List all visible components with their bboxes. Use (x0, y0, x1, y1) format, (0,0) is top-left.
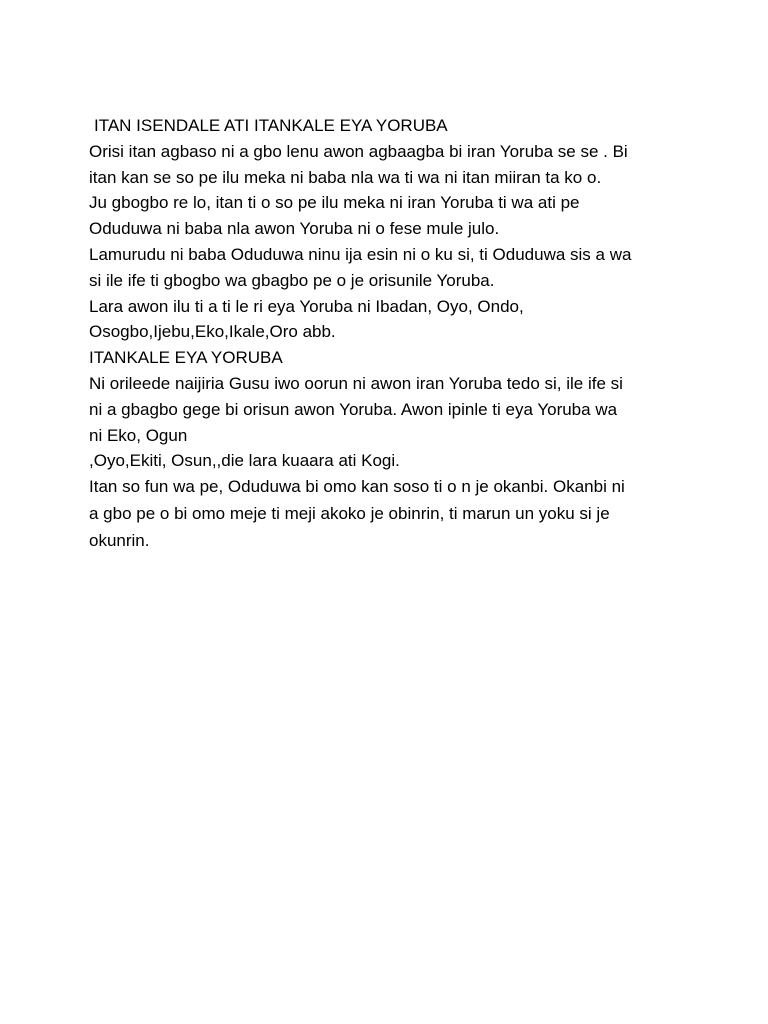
text-line: ni Eko, Ogun (89, 425, 188, 445)
document-page (89, 113, 689, 555)
text-line: itan kan se so pe ilu meka ni baba nla wa ti wa ni itan miiran ta ko o. (89, 167, 602, 187)
section-subheading: ITANKALE EYA YORUBA (89, 348, 283, 368)
text-line: Lamurudu ni baba Oduduwa ninu ija esin ni o ku si, ti Oduduwa sis a wa (89, 244, 632, 264)
text-line: okunrin. (89, 531, 150, 551)
text-line: Ju gbogbo re lo, itan ti o so pe ilu meka ni iran Yoruba ti wa ati pe (89, 193, 580, 213)
paragraph-lamurudu (89, 242, 689, 294)
text-line: Oduduwa ni baba nla awon Yoruba ni o fese mule julo. (89, 219, 500, 239)
text-line: ,Oyo,Ekiti, Osun,,die lara kuaara ati Kogi. (89, 451, 400, 471)
text-line: Osogbo,Ijebu,Eko,Ikale,Oro abb. (89, 322, 336, 342)
text-line: Orisi itan agbaso ni a gbo lenu awon agbaagba bi iran Yoruba se se . Bi (89, 141, 628, 161)
text-line: si ile ife ti gbogbo wa gbagbo pe o je orisunile Yoruba. (89, 270, 495, 290)
paragraph-spread (89, 371, 689, 474)
text-line: ni a gbagbo gege bi orisun awon Yoruba. Awon ipinle ti eya Yoruba wa (89, 399, 618, 419)
text-line: Ni orileede naijiria Gusu iwo oorun ni awon iran Yoruba tedo si, ile ife si (89, 373, 623, 393)
text-line: a gbo pe o bi omo meje ti meji akoko je obinrin, ti marun un yoku si je (89, 503, 610, 523)
paragraph-okanbi (89, 474, 689, 555)
text-line: Itan so fun wa pe, Oduduwa bi omo kan soso ti o n je okanbi. Okanbi ni (89, 477, 625, 497)
document-title: ITAN ISENDALE ATI ITANKALE EYA YORUBA (94, 116, 448, 135)
paragraph-towns (89, 294, 689, 346)
paragraph-origin (89, 139, 689, 242)
text-line: Lara awon ilu ti a ti le ri eya Yoruba ni Ibadan, Oyo, Ondo, (89, 296, 524, 316)
